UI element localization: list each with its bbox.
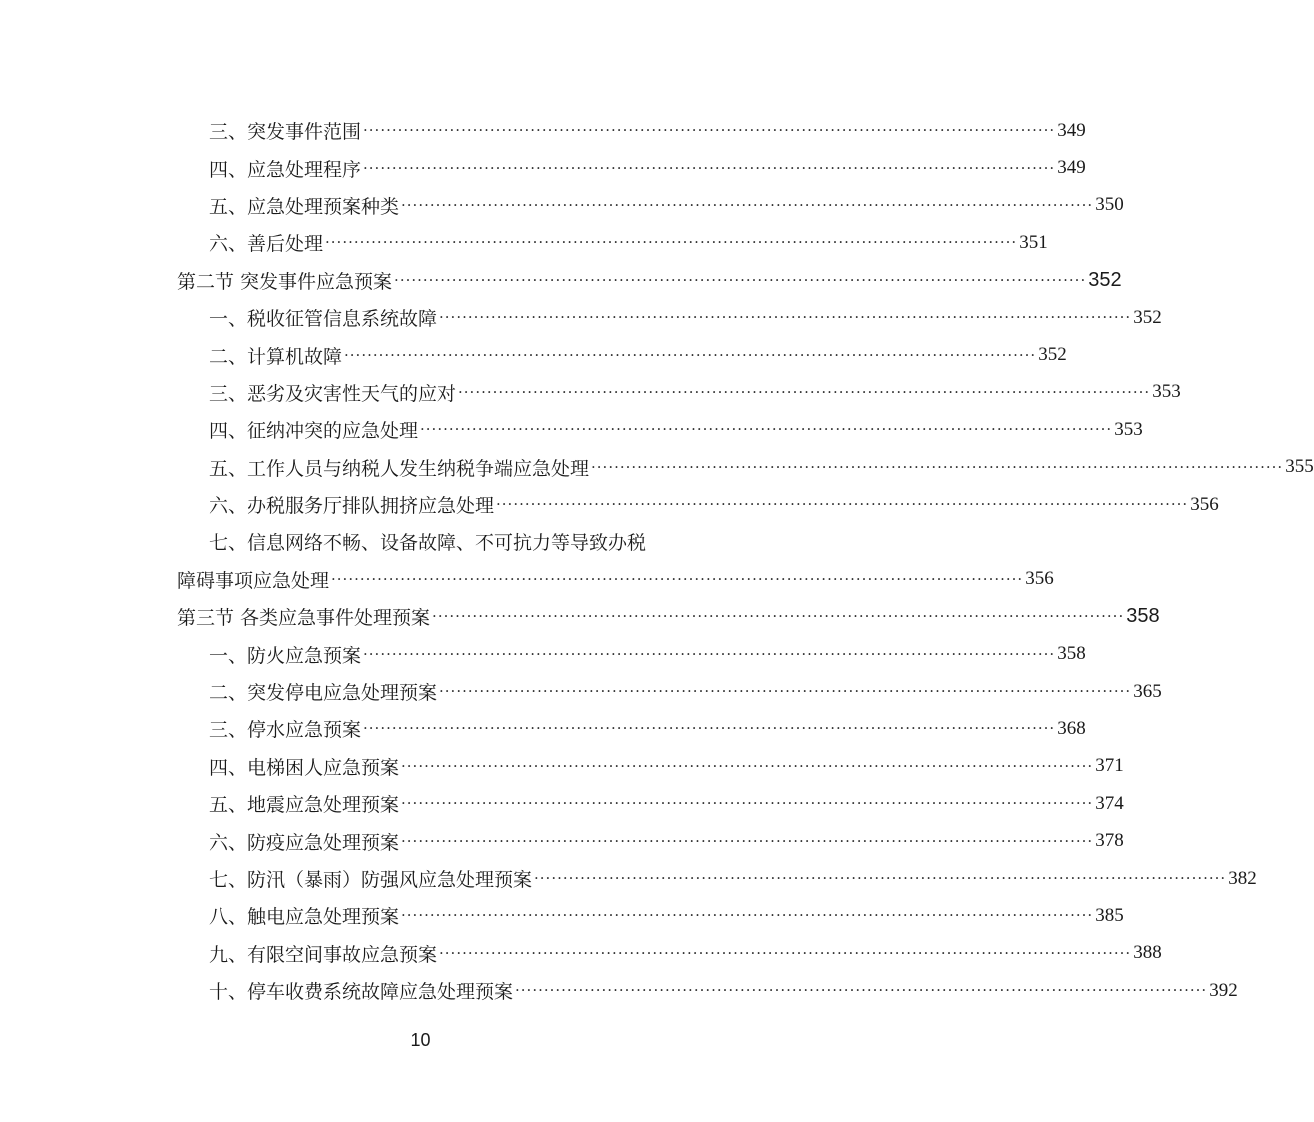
dot-leader: ························································································································ <box>515 981 1208 1000</box>
toc-entry <box>0 785 1124 822</box>
toc-entry-title: 七、信息网络不畅、设备故障、不可抗力等导致办税 <box>209 532 647 555</box>
toc-entry <box>0 710 1086 747</box>
dot-leader: ························································································································ <box>432 607 1125 626</box>
toc-entry <box>0 897 1124 934</box>
toc-page-number: 368 <box>1057 717 1086 739</box>
toc-page-number: 352 <box>1088 268 1122 291</box>
toc-entry-title: 第二节 突发事件应急预案 <box>177 270 393 293</box>
dot-leader: ························································································································ <box>363 121 1056 140</box>
toc-entry <box>0 299 1162 336</box>
dot-leader: ························································································································ <box>394 270 1087 289</box>
toc-entry-title: 三、恶劣及灾害性天气的应对 <box>209 382 457 405</box>
toc-entry <box>0 972 1238 1009</box>
dot-leader: ························································································································ <box>534 869 1227 887</box>
table-of-contents <box>0 112 1314 1009</box>
toc-entry-title: 九、有限空间事故应急预案 <box>209 943 438 966</box>
page-number: 10 <box>410 1030 431 1050</box>
toc-entry-title: 第三节 各类应急事件处理预案 <box>177 607 431 630</box>
toc-entry-title: 六、防疫应急处理预案 <box>209 831 400 854</box>
toc-entry-title: 八、触电应急处理预案 <box>209 906 400 929</box>
dot-leader: ························································································································ <box>401 906 1094 925</box>
toc-page-number: 353 <box>1114 418 1143 440</box>
toc-entry <box>0 561 1054 598</box>
toc-entry-title: 五、应急处理预案种类 <box>209 195 400 218</box>
toc-entry <box>0 187 1124 224</box>
toc-page-number: 358 <box>1057 643 1086 665</box>
toc-page-number: 351 <box>1019 231 1048 253</box>
toc-page-number: 385 <box>1095 904 1124 926</box>
toc-page-number: 388 <box>1133 942 1162 964</box>
dot-leader: ························································································································ <box>401 195 1094 214</box>
dot-leader: ························································································································ <box>325 233 1018 252</box>
toc-entry-title: 七、防汛（暴雨）防强风应急处理预案 <box>209 869 533 891</box>
toc-page-number: 353 <box>1152 381 1181 403</box>
toc-page-number: 352 <box>1133 306 1162 328</box>
dot-leader: ························································································································ <box>363 719 1056 738</box>
dot-leader: ························································································································ <box>458 382 1151 401</box>
toc-entry-title: 五、工作人员与纳税人发生纳税争端应急处理 <box>209 457 590 480</box>
dot-leader: ························································································································ <box>496 495 1189 514</box>
toc-entry <box>0 486 1219 523</box>
toc-page-number: 378 <box>1095 830 1124 852</box>
toc-page-number: 349 <box>1057 157 1086 179</box>
toc-section-heading <box>0 598 1160 635</box>
dot-leader: ························································································································ <box>439 308 1132 327</box>
dot-leader: ························································································································ <box>420 420 1113 439</box>
toc-entry <box>0 411 1143 448</box>
toc-entry <box>0 336 1067 373</box>
toc-entry <box>0 149 1086 186</box>
dot-leader: ························································································································ <box>363 644 1056 663</box>
toc-entry-title: 五、地震应急处理预案 <box>209 794 400 817</box>
toc-page-number: 374 <box>1095 792 1124 814</box>
toc-entry <box>0 935 1162 972</box>
toc-entry-title: 二、突发停电应急处理预案 <box>209 682 438 705</box>
toc-entry-title: 三、停水应急预案 <box>209 719 362 742</box>
toc-entry-title: 六、办税服务厅排队拥挤应急处理 <box>209 495 495 518</box>
toc-entry <box>0 860 1257 897</box>
toc-entry-title: 四、电梯困人应急预案 <box>209 756 400 779</box>
toc-page-number: 365 <box>1133 680 1162 702</box>
toc-entry <box>0 523 841 560</box>
toc-entry-title: 障碍事项应急处理 <box>177 569 330 592</box>
toc-entry-title: 一、税收征管信息系统故障 <box>209 308 438 331</box>
dot-leader: ························································································································ <box>439 943 1132 962</box>
toc-page-number: 350 <box>1095 194 1124 216</box>
dot-leader: ························································································································ <box>363 158 1056 177</box>
toc-page-number: 392 <box>1209 979 1238 1001</box>
toc-entry <box>0 673 1162 710</box>
toc-entry-title: 二、计算机故障 <box>209 345 343 368</box>
toc-entry <box>0 449 1314 486</box>
toc-page-number: 352 <box>1038 344 1067 366</box>
toc-entry <box>0 748 1124 785</box>
toc-page-number: 382 <box>1228 867 1257 889</box>
toc-entry-title: 一、防火应急预案 <box>209 644 362 667</box>
toc-entry <box>0 112 1086 149</box>
toc-section-heading <box>0 262 1122 299</box>
toc-page-number: 356 <box>1025 568 1054 590</box>
dot-leader: ························································································································ <box>439 682 1132 701</box>
toc-entry <box>0 224 1048 261</box>
toc-entry <box>0 374 1181 411</box>
dot-leader: ························································································································ <box>401 831 1094 850</box>
toc-entry <box>0 635 1086 672</box>
dot-leader: ························································································································ <box>331 569 1024 588</box>
dot-leader: ························································································································ <box>344 345 1037 364</box>
toc-entry-title: 四、征纳冲突的应急处理 <box>209 420 419 443</box>
dot-leader: ························································································································ <box>401 756 1094 775</box>
toc-page-number: 349 <box>1057 119 1086 141</box>
toc-entry-title: 六、善后处理 <box>209 233 324 256</box>
toc-page-number: 358 <box>1126 605 1160 628</box>
toc-entry <box>0 822 1124 859</box>
toc-page-number: 355 <box>1285 456 1314 478</box>
toc-entry-title: 十、停车收费系统故障应急处理预案 <box>209 981 514 1004</box>
dot-leader: ························································································································ <box>591 457 1284 476</box>
toc-entry-title: 三、突发事件范围 <box>209 121 362 144</box>
toc-page-number: 371 <box>1095 755 1124 777</box>
dot-leader: ························································································································ <box>401 794 1094 813</box>
toc-page-number: 356 <box>1190 493 1219 515</box>
toc-entry-title: 四、应急处理程序 <box>209 158 362 181</box>
